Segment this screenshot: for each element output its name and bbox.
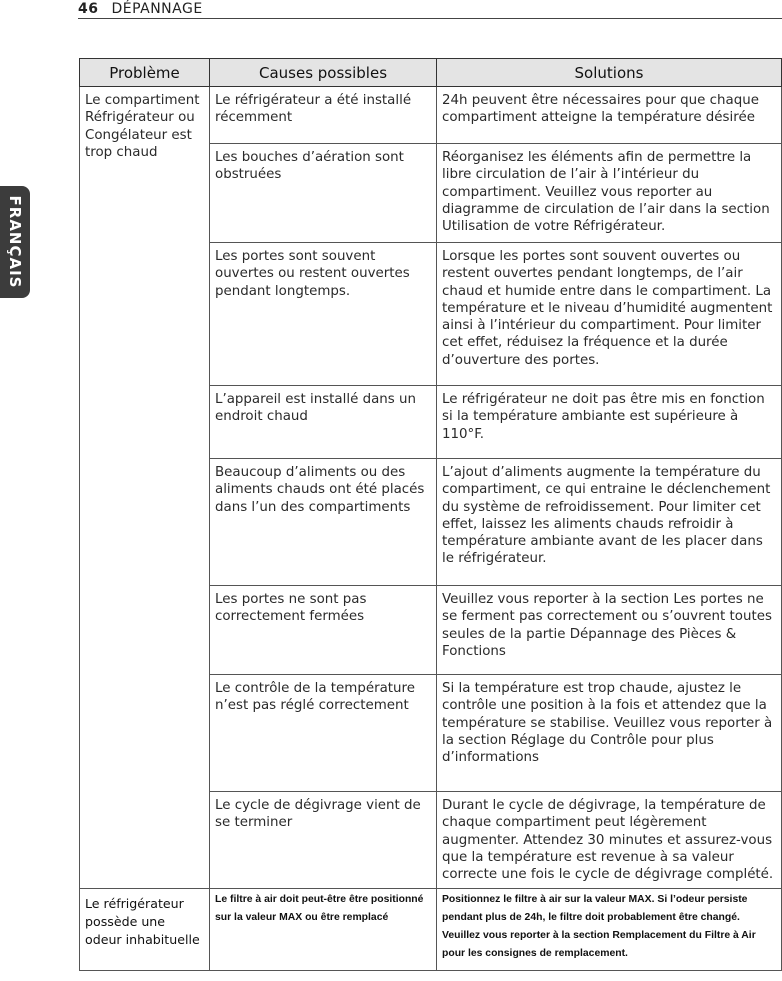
problem-cell: Le compartiment Réfrigérateur ou Congélateur est trop chaud [80, 87, 210, 889]
cause-cell: Les portes ne sont pas correctement fermées [210, 586, 437, 675]
cause-cell: Les bouches d’aération sont obstruées [210, 144, 437, 243]
page-number: 46 [78, 1, 99, 17]
solution-cell: Réorganisez les éléments afin de permettre la libre circulation de l’air à l’intérieur du compartiment. Veuillez vous reporter au diagramme de circulation de l’air dans la section Utilisation de votre Réfrigérateur. [437, 144, 782, 243]
cause-cell: Le réfrigérateur a été installé récemment [210, 87, 437, 144]
troubleshooting-table [79, 58, 782, 971]
table-row [80, 87, 782, 144]
header-causes: Causes possibles [210, 59, 437, 87]
cause-cell: Les portes sont souvent ouvertes ou restent ouvertes pendant longtemps. [210, 243, 437, 386]
problem-cell: Le réfrigérateur possède une odeur inhabituelle [80, 889, 210, 971]
cause-cell: Le filtre à air doit peut-être être positionné sur la valeur MAX ou être remplacé [210, 889, 437, 971]
language-tab [0, 186, 30, 298]
solution-cell: Veuillez vous reporter à la section Les portes ne se ferment pas correctement ou s’ouvrent toutes seules de la partie Dépannage des Pièces & Fonctions [437, 586, 782, 675]
solution-cell: Positionnez le filtre à air sur la valeur MAX. Si l’odeur persiste pendant plus de 24h, le filtre doit probablement être changé. Veuillez vous reporter à la section Remplacement du Filtre à Air pour les consignes de remplacement. [437, 889, 782, 971]
solution-cell: Le réfrigérateur ne doit pas être mis en fonction si la température ambiante est supérieure à 110°F. [437, 386, 782, 459]
solution-cell: Lorsque les portes sont souvent ouvertes ou restent ouvertes pendant longtemps, de l’air chaud et humide entre dans le compartiment. La température et le niveau d’humidité augmentent ainsi à l’intérieur du compartiment. Pour limiter cet effet, réduisez la fréquence et la durée d’ouverture des portes. [437, 243, 782, 386]
header-problem: Problème [80, 59, 210, 87]
page-header [78, 0, 782, 19]
header-solutions: Solutions [437, 59, 782, 87]
cause-cell: Le contrôle de la température n’est pas réglé correctement [210, 675, 437, 792]
solution-cell: L’ajout d’aliments augmente la température du compartiment, ce qui entraine le déclenchement du système de refroidissement. Pour limiter cet effet, laissez les aliments chauds refroidir à température ambiante avant de les placer dans le réfrigérateur. [437, 459, 782, 586]
cause-cell: L’appareil est installé dans un endroit chaud [210, 386, 437, 459]
solution-cell: 24h peuvent être nécessaires pour que chaque compartiment atteigne la température désirée [437, 87, 782, 144]
table-header-row [80, 59, 782, 87]
cause-cell: Le cycle de dégivrage vient de se terminer [210, 792, 437, 889]
solution-cell: Si la température est trop chaude, ajustez le contrôle une position à la fois et attendez que la température se stabilise. Veuillez vous reporter à la section Réglage du Contrôle pour plus d’informations [437, 675, 782, 792]
cause-cell: Beaucoup d’aliments ou des aliments chauds ont été placés dans l’un des compartiments [210, 459, 437, 586]
language-tab-label: FRANÇAIS [6, 195, 24, 289]
solution-cell: Durant le cycle de dégivrage, la température de chaque compartiment peut légèrement augmenter. Attendez 30 minutes et assurez-vous que la température est revenue à sa valeur correcte une fois le cycle de dégivrage complété. [437, 792, 782, 889]
table-row [80, 889, 782, 971]
section-title: DÉPANNAGE [111, 1, 203, 17]
